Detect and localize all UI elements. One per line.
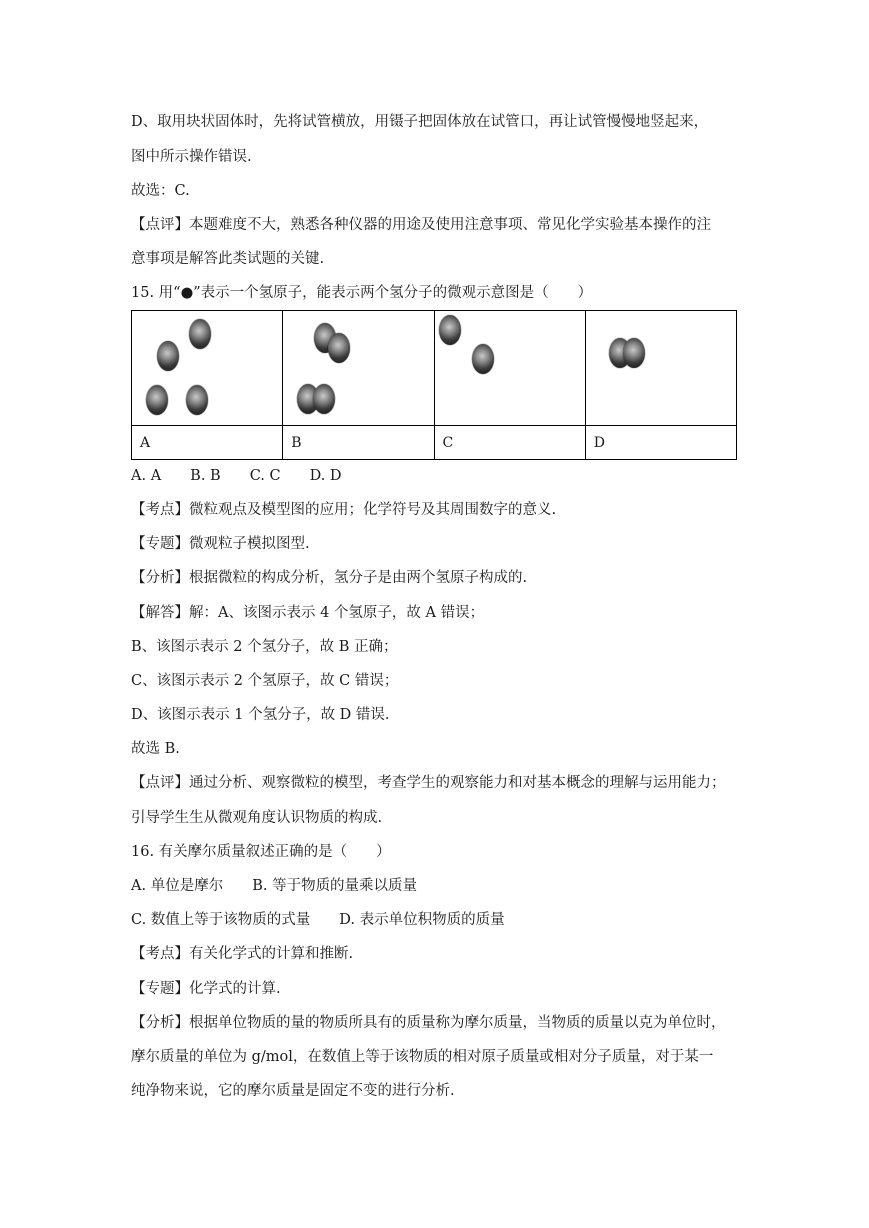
- atom: [146, 385, 168, 415]
- option-b-label: B: [283, 426, 434, 460]
- line-d-option: D、取用块状固体时，先将试管横放，用镊子把固体放在试管口，再让试管慢慢地竖起来，: [131, 114, 709, 130]
- jieda-15-b: B、该图示表示 2 个氢分子，故 B 正确；: [131, 639, 398, 655]
- option-c-image: [434, 311, 585, 426]
- atom: [623, 338, 645, 368]
- option-c-label: C: [434, 426, 585, 460]
- atom: [472, 344, 494, 374]
- line-wrong-operation: 图中所示操作错误.: [131, 149, 252, 165]
- option-b-image: [283, 311, 434, 426]
- kaodian-16: 【考点】有关化学式的计算和推断.: [131, 946, 354, 962]
- options-16-cd: C. 数值上等于该物质的式量 D. 表示单位积物质的质量: [131, 912, 505, 928]
- option-a-image: [132, 311, 283, 426]
- atom: [157, 341, 179, 371]
- jieda-15-d: D、该图示表示 1 个氢分子，故 D 错误.: [131, 707, 390, 723]
- options-16-ab: A. 单位是摩尔 B. 等于物质的量乘以质量: [131, 878, 418, 894]
- options-table: [131, 310, 737, 460]
- line-comment-1: 【点评】本题难度不大，熟悉各种仪器的用途及使用注意事项、常见化学实验基本操作的注: [131, 217, 711, 233]
- fenxi-15: 【分析】根据微粒的构成分析，氢分子是由两个氢原子构成的.: [131, 570, 528, 586]
- zhuanti-15: 【专题】微观粒子模拟图型.: [131, 536, 310, 552]
- dianping-15-1: 【点评】通过分析、观察微粒的模型，考查学生的观察能力和对基本概念的理解与运用能力；: [131, 775, 726, 791]
- option-a-label: A: [132, 426, 283, 460]
- atom: [439, 315, 461, 345]
- option-d-label: D: [585, 426, 736, 460]
- line-answer-c: 故选：C.: [131, 183, 190, 199]
- fenxi-16-3: 纯净物来说，它的摩尔质量是固定不变的进行分析.: [131, 1083, 455, 1099]
- atom: [313, 384, 335, 414]
- answer-15: 故选 B.: [131, 741, 180, 757]
- question-16: 16. 有关摩尔质量叙述正确的是（ ）: [131, 844, 391, 860]
- atom: [328, 333, 350, 363]
- atom: [186, 385, 208, 415]
- fenxi-16-1: 【分析】根据单位物质的量的物质所具有的质量称为摩尔质量，当物质的质量以克为单位时，: [131, 1015, 726, 1031]
- answer-options-15: A. A B. B C. C D. D: [131, 468, 342, 484]
- line-comment-2: 意事项是解答此类试题的关键.: [131, 251, 325, 267]
- dianping-15-2: 引导学生生从微观角度认识物质的构成.: [131, 810, 383, 826]
- zhuanti-16: 【专题】化学式的计算.: [131, 981, 281, 997]
- option-d-image: [585, 311, 736, 426]
- question-15: 15. 用“●”表示一个氢原子，能表示两个氢分子的微观示意图是（ ）: [131, 285, 593, 301]
- jieda-15-a: 【解答】解：A、该图示表示 4 个氢原子，故 A 错误；: [131, 605, 485, 621]
- fenxi-16-2: 摩尔质量的单位为 g/mol，在数值上等于该物质的相对原子质量或相对分子质量，对于某一: [131, 1049, 714, 1065]
- jieda-15-c: C、该图示表示 2 个氢原子，故 C 错误；: [131, 673, 399, 689]
- atom: [189, 319, 211, 349]
- kaodian-15: 【考点】微粒观点及模型图的应用；化学符号及其周围数字的意义.: [131, 502, 557, 518]
